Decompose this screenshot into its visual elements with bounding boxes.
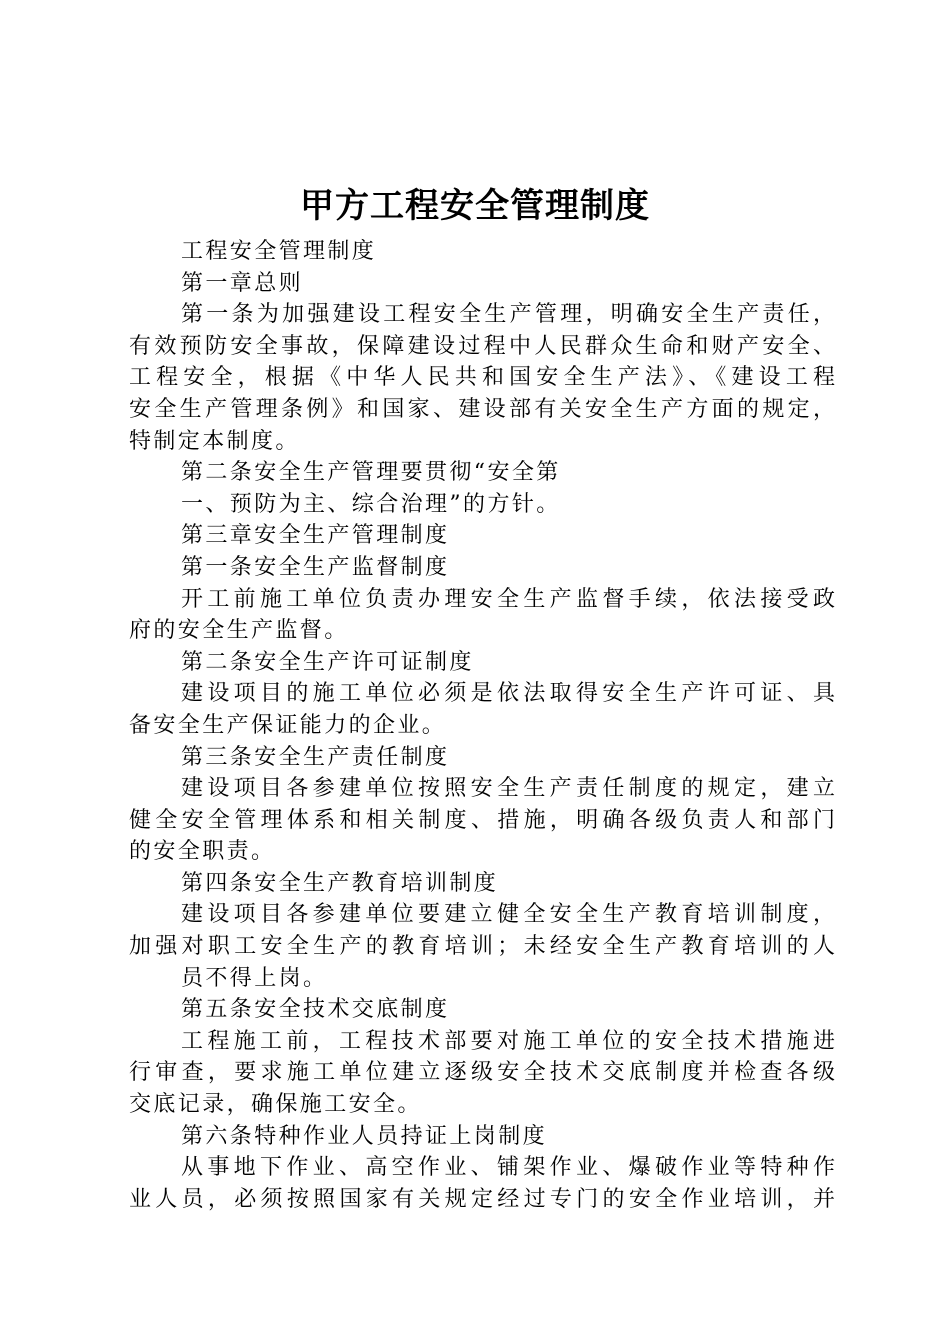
text-line: 第三条安全生产责任制度: [181, 744, 450, 770]
document-body: [129, 236, 835, 1215]
text-line: 工程施工前，工程技术部要对施工单位的安全技术措施进: [181, 1028, 835, 1054]
text-line: 第五条安全技术交底制度: [181, 997, 450, 1023]
text-line: 工程安全管理制度: [181, 239, 377, 264]
text-line: 第二条安全生产许可证制度: [181, 649, 474, 675]
text-line: 第三章安全生产管理制度: [181, 523, 450, 549]
text-line: 第四条安全生产教育培训制度: [181, 870, 499, 896]
text-line: 安全生产管理条例》和国家、建设部有关安全生产方面的规定，: [129, 396, 835, 422]
text-line: 备安全生产保证能力的企业。: [129, 712, 447, 738]
text-line: 有效预防安全事故，保障建设过程中人民群众生命和财产安全、: [129, 333, 835, 359]
text-line: 工程安全，根据《中华人民共和国安全生产法》、《建设工程: [129, 365, 835, 391]
text-line: 建设项目各参建单位按照安全生产责任制度的规定，建立: [181, 776, 835, 802]
text-line: 加强对职工安全生产的教育培训；未经安全生产教育培训的人: [129, 934, 835, 960]
text-line: 业人员，必须按照国家有关规定经过专门的安全作业培训，并: [129, 1186, 835, 1212]
text-line: 第一章总则: [181, 270, 304, 296]
text-line: 第二条安全生产管理要贯彻“安全第: [181, 460, 561, 486]
text-line: 从事地下作业、高空作业、铺架作业、爆破作业等特种作: [181, 1155, 835, 1181]
text-line: 员不得上岗。: [181, 965, 328, 991]
text-line: 行审查，要求施工单位建立逐级安全技术交底制度并检查各级: [129, 1060, 835, 1086]
text-line: 开工前施工单位负责办理安全生产监督手续，依法接受政: [181, 586, 835, 612]
text-line: 第一条安全生产监督制度: [181, 554, 450, 580]
text-line: 特制定本制度。: [129, 428, 300, 454]
text-line: 府的安全生产监督。: [129, 618, 349, 644]
text-line: 一、预防为主、综合治理”的方针。: [181, 491, 561, 517]
text-line: 第六条特种作业人员持证上岗制度: [181, 1123, 548, 1149]
text-line: 第一条为加强建设工程安全生产管理，明确安全生产责任，: [181, 302, 835, 328]
text-line: 建设项目的施工单位必须是依法取得安全生产许可证、具: [181, 681, 835, 707]
text-line: 的安全职责。: [129, 839, 276, 865]
text-line: 健全安全管理体系和相关制度、措施，明确各级负责人和部门: [129, 807, 835, 833]
document-title: 甲方工程安全管理制度: [300, 186, 650, 226]
text-line: 建设项目各参建单位要建立健全安全生产教育培训制度，: [181, 902, 835, 928]
text-line: 交底记录，确保施工安全。: [129, 1092, 422, 1118]
